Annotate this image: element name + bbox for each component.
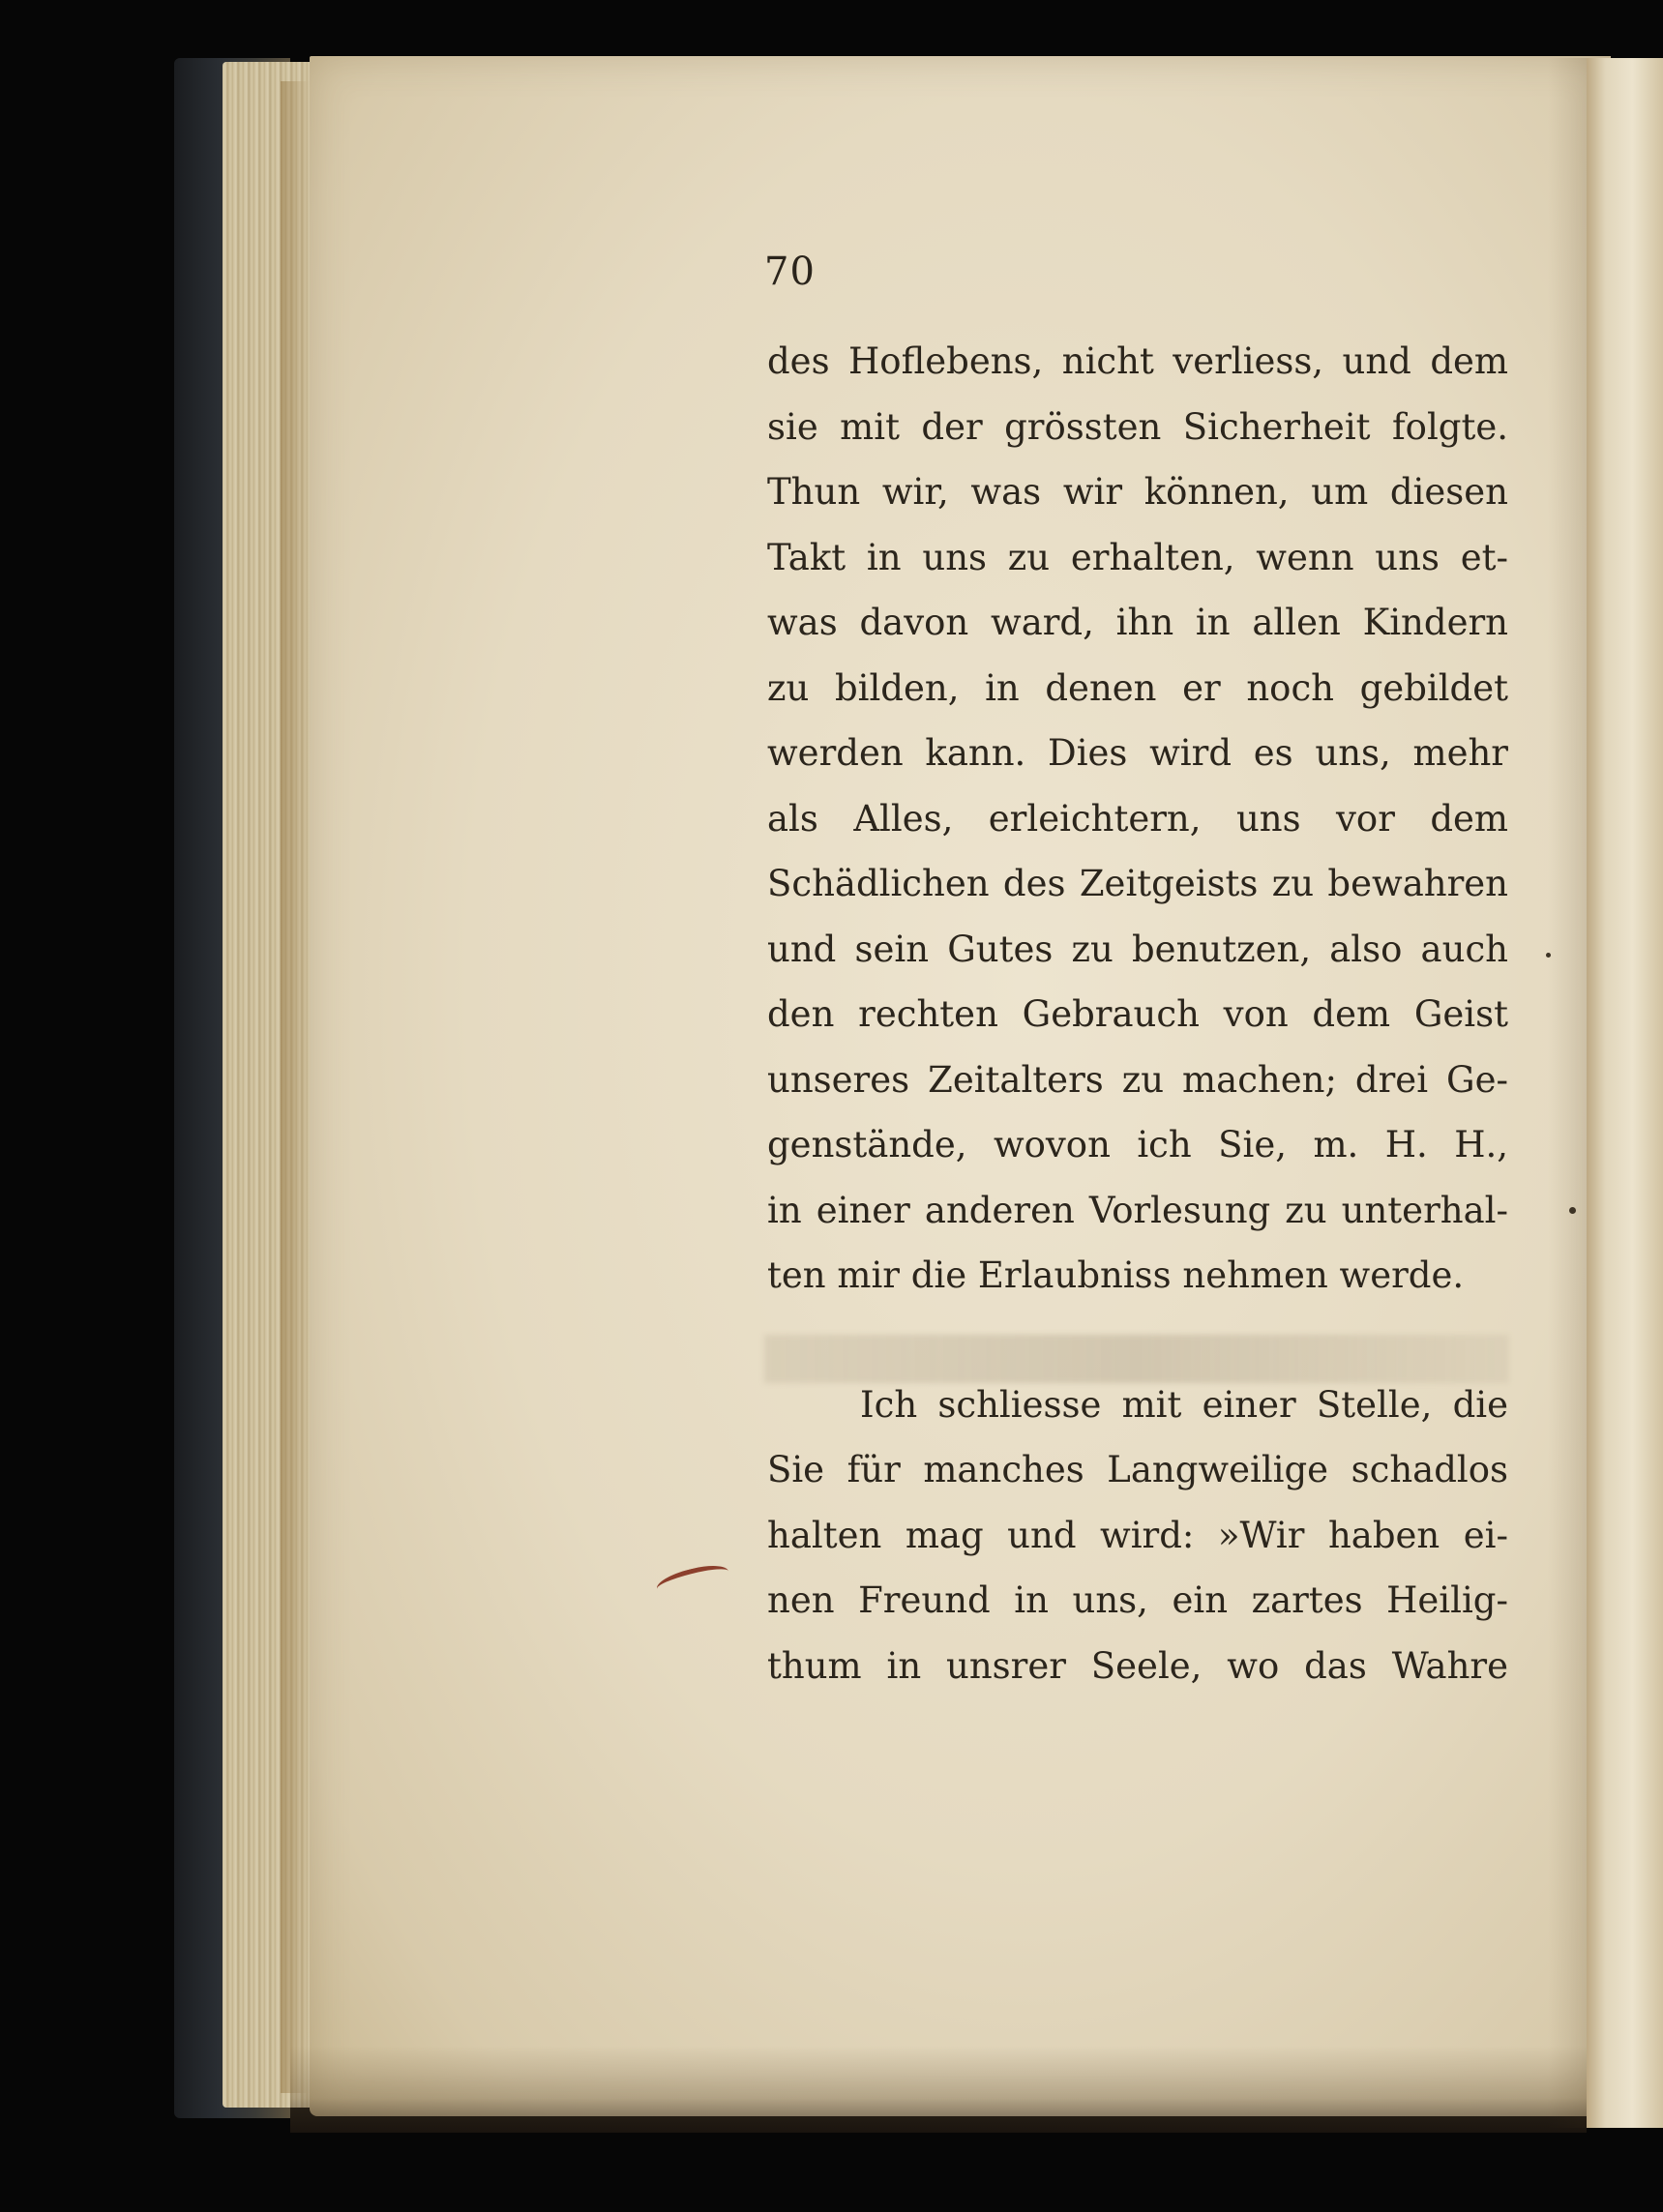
speck [1546, 953, 1551, 958]
speck [1569, 1207, 1576, 1214]
text-line: nen Freund in uns, ein zartes Heilig- [767, 1579, 1508, 1621]
text-line: genstände, wovon ich Sie, m. H. H., [767, 1124, 1508, 1165]
page-bottom-shadow [290, 2046, 1587, 2133]
text-line: Schädlichen des Zeitgeists zu bewahren [767, 863, 1508, 904]
text-line: und sein Gutes zu benutzen, also auch [767, 928, 1508, 970]
text-line: als Alles, erleichtern, uns vor dem [767, 797, 1508, 840]
page-text [767, 329, 1508, 1698]
text-line: des Hoflebens, nicht verliess, und dem [767, 340, 1508, 382]
paragraph-gap [767, 1309, 1508, 1372]
text-line: ten mir die Erlaubniss nehmen werde. [767, 1254, 1465, 1296]
text-line: unseres Zeitalters zu machen; drei Ge- [767, 1058, 1508, 1101]
text-line: sie mit der grössten Sicherheit folgte. [767, 405, 1508, 448]
text-line: Ich schliesse mit einer Stelle, die [860, 1383, 1508, 1426]
text-line: Thun wir, was wir können, um diesen [767, 471, 1508, 513]
text-line: werden kann. Dies wird es uns, mehr [767, 732, 1508, 774]
text-line: thum in unsrer Seele, wo das Wahre [767, 1644, 1508, 1687]
text-line: den rechten Gebrauch von dem Geist [767, 993, 1508, 1035]
text-line: in einer anderen Vorlesung zu unterhal- [767, 1189, 1508, 1231]
text-line: zu bilden, in denen er noch gebildet [767, 666, 1508, 709]
text-line: was davon ward, ihn in allen Kindern [767, 602, 1508, 643]
facing-page-edge [1587, 58, 1663, 2128]
text-line: Sie für manches Langweilige schadlos [767, 1449, 1508, 1490]
text-line: Takt in uns zu erhalten, wenn uns et- [767, 536, 1508, 578]
page-number: 70 [764, 250, 816, 294]
text-line: halten mag und wird: »Wir haben ei- [767, 1514, 1508, 1556]
